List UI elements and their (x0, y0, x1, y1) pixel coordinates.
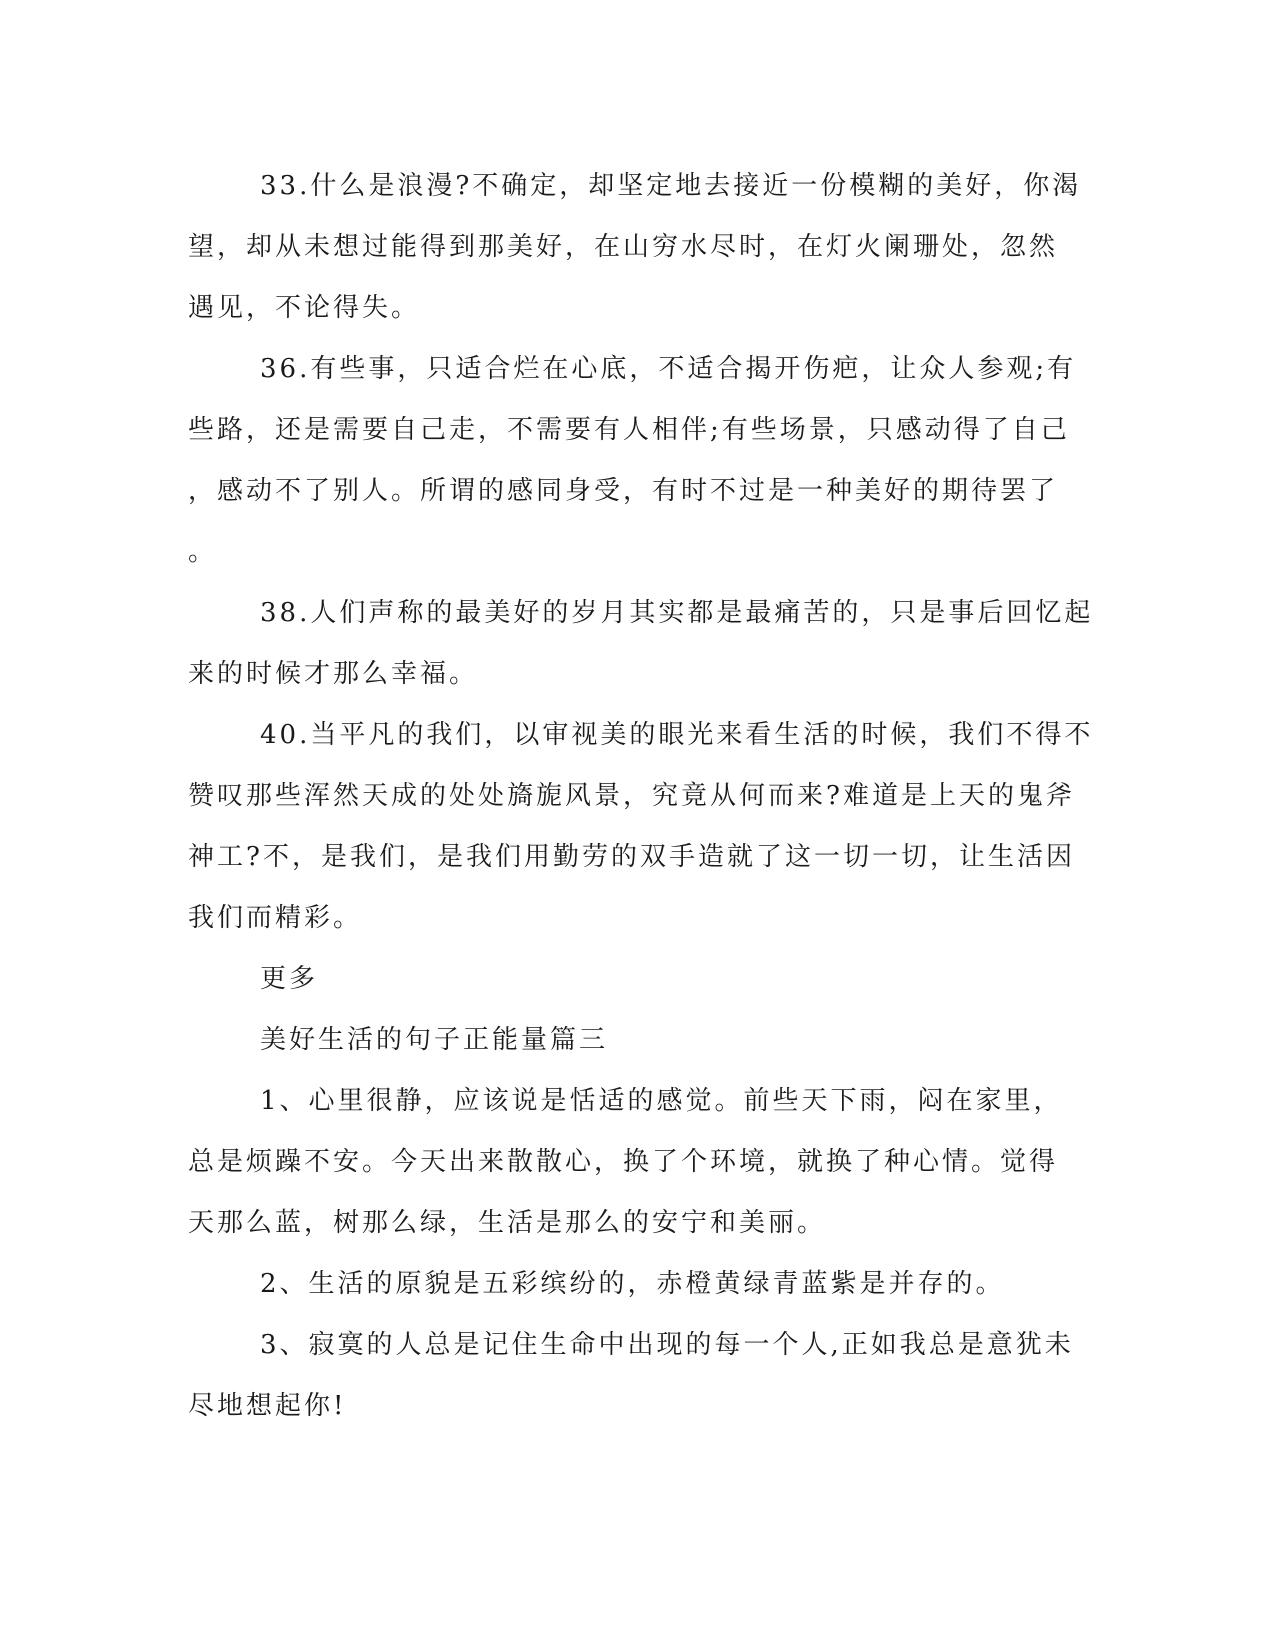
paragraph-line: 望，却从未想过能得到那美好，在山穷水尽时，在灯火阑珊处，忽然 (188, 232, 1059, 262)
paragraph-line: 天那么蓝，树那么绿，生活是那么的安宁和美丽。 (188, 1208, 827, 1238)
paragraph-line: 遇见，不论得失。 (188, 293, 421, 323)
paragraph-line: 我们而精彩。 (188, 903, 363, 933)
paragraph-line: 33.什么是浪漫?不确定，却坚定地去接近一份模糊的美好，你渴 (260, 171, 1082, 201)
section-heading (188, 1010, 1088, 1071)
paragraph-item-3 (188, 1315, 1088, 1437)
more-text (188, 949, 1088, 1010)
paragraph-item-1 (188, 1071, 1088, 1254)
paragraph-38 (188, 583, 1094, 705)
paragraph-line: 38.人们声称的最美好的岁月其实都是最痛苦的，只是事后回忆起 (260, 598, 1094, 628)
paragraph-line: 。 (188, 537, 218, 567)
paragraph-line: 36.有些事，只适合烂在心底，不适合揭开伤疤，让众人参观;有 (260, 354, 1077, 384)
paragraph-line: 3、寂寞的人总是记住生命中出现的每一个人,正如我总是意犹未 (260, 1330, 1074, 1360)
paragraph-line: ，感动不了别人。所谓的感同身受，有时不过是一种美好的期待罢了 (188, 476, 1059, 506)
paragraph-line: 来的时候才那么幸福。 (188, 659, 479, 689)
paragraph-line: 总是烦躁不安。今天出来散散心，换了个环境，就换了种心情。觉得 (188, 1147, 1059, 1177)
document-body (188, 156, 1094, 1437)
paragraph-40 (188, 705, 1094, 949)
paragraph-line: 1、心里很静，应该说是恬适的感觉。前些天下雨，闷在家里， (260, 1086, 1063, 1116)
paragraph-line: 些路，还是需要自己走，不需要有人相伴;有些场景，只感动得了自己 (188, 415, 1070, 445)
paragraph-line: 更多 (260, 964, 319, 994)
paragraph-line: 尽地想起你! (188, 1391, 347, 1421)
paragraph-line: 2、生活的原貌是五彩缤纷的，赤橙黄绿青蓝紫是并存的。 (260, 1269, 1005, 1299)
paragraph-line: 美好生活的句子正能量篇三 (260, 1025, 609, 1055)
paragraph-line: 赞叹那些浑然天成的处处旖旎风景，究竟从何而来?难道是上天的鬼斧 (188, 781, 1075, 811)
paragraph-item-2 (188, 1254, 1088, 1315)
paragraph-36 (188, 339, 1088, 583)
paragraph-33 (188, 156, 1088, 339)
paragraph-line: 神工?不，是我们，是我们用勤劳的双手造就了这一切一切，让生活因 (188, 842, 1075, 872)
paragraph-line: 40.当平凡的我们，以审视美的眼光来看生活的时候，我们不得不 (260, 720, 1094, 750)
